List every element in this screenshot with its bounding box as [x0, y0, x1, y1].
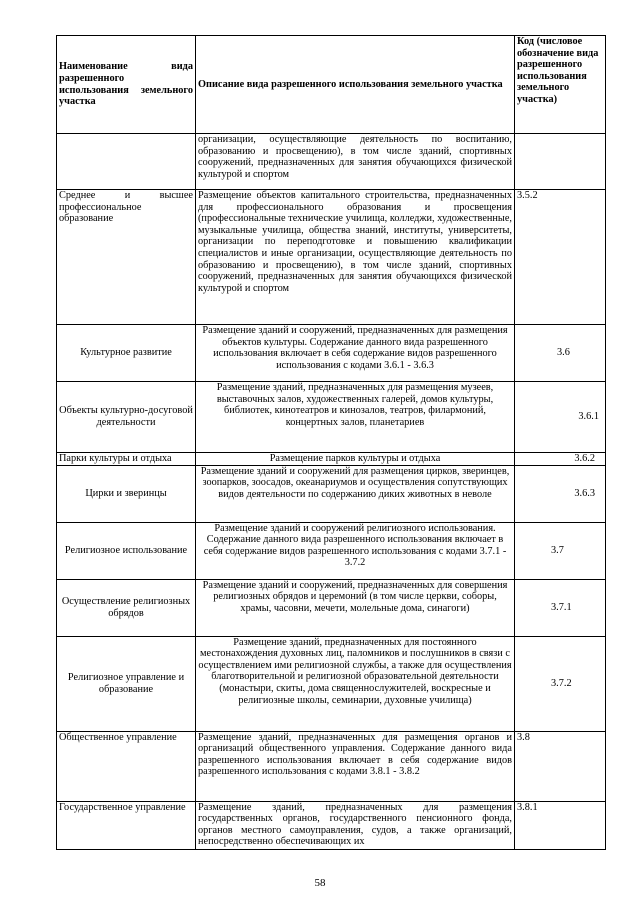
table-row — [57, 134, 606, 190]
table-row — [57, 325, 606, 382]
header-code: Код (числовое обозначение вида разрешенного использования земельного участка) — [515, 36, 606, 134]
row-code: 3.7.2 — [515, 636, 606, 731]
row-description: организации, осуществляющие деятельность по воспитанию, образованию и просвещению), в том числе зданий, спортивных сооружений, предназначенных для занятия обучающихся физической культурой и спортом — [196, 134, 515, 190]
row-code: 3.6.1 — [515, 382, 606, 453]
row-name: Цирки и зверинцы — [57, 465, 196, 522]
row-description: Размещение зданий и сооружений, предназначенных для совершения религиозных обрядов и церемоний (в том числе церкви, соборы, храмы, часовни, мечети, молельные дома, синагоги) — [196, 579, 515, 636]
row-code: 3.7 — [515, 522, 606, 579]
row-code: 3.8.1 — [515, 801, 606, 849]
table-row — [57, 731, 606, 801]
row-code: 3.7.1 — [515, 579, 606, 636]
table-row — [57, 579, 606, 636]
page-number: 58 — [314, 877, 326, 889]
header-name: Наименование вида разрешенного использования земельного участка — [57, 36, 196, 134]
table-row — [57, 190, 606, 325]
row-description: Размещение зданий, предназначенных для размещения государственных органов, государственного пенсионного фонда, органов местного самоуправления, судов, а также организаций, непосредственно обеспечивающих их — [196, 801, 515, 849]
row-name: Осуществление религиозных обрядов — [57, 579, 196, 636]
row-name: Религиозное использование — [57, 522, 196, 579]
row-code: 3.6 — [515, 325, 606, 382]
table-row — [57, 382, 606, 453]
table-header-row — [57, 36, 606, 134]
row-code: 3.6.3 — [515, 465, 606, 522]
row-code — [515, 134, 606, 190]
row-name: Объекты культурно-досуговой деятельности — [57, 382, 196, 453]
row-description: Размещение зданий, предназначенных для постоянного местонахождения духовных лиц, паломников и послушников в связи с осуществлением ими религиозной службы, а также для осуществления благотворительной и религиозной образовательной деятельности (монастыри, скиты, дома священнослужителей, воскресные и религиозные школы, семинарии, духовные училища) — [196, 636, 515, 731]
row-name: Общественное управление — [57, 731, 196, 801]
table-row — [57, 453, 606, 466]
row-description: Размещение объектов капитального строительства, предназначенных для профессионального образования и просвещения (профессиональные технические училища, колледжи, художественные, музыкальные училища, общества знаний, институты, университеты, организации по переподготовке и повышению квалификации специалистов и иные организации, осуществляющие деятельность по образованию и просвещению), в том числе зданий, спортивных сооружений, предназначенных для занятия обучающихся физической культурой и спортом — [196, 190, 515, 325]
row-name: Государственное управление — [57, 801, 196, 849]
table-row — [57, 522, 606, 579]
land-use-table — [56, 35, 606, 850]
table-row — [57, 465, 606, 522]
row-description: Размещение парков культуры и отдыха — [196, 453, 515, 466]
row-description: Размещение зданий и сооружений, предназначенных для размещения объектов культуры. Содержание данного вида разрешенного использования включает в себя содержание видов разрешенного использования с кодами 3.6.1 - 3.6.3 — [196, 325, 515, 382]
row-description: Размещение зданий, предназначенных для размещения органов и организаций общественного управления. Содержание данного вида разрешенного использования включает в себя содержание видов разрешенного использования с кодами 3.8.1 - 3.8.2 — [196, 731, 515, 801]
row-code: 3.6.2 — [515, 453, 606, 466]
header-description: Описание вида разрешенного использования земельного участка — [196, 36, 515, 134]
row-description: Размещение зданий, предназначенных для размещения музеев, выставочных залов, художественных галерей, домов культуры, библиотек, кинотеатров и кинозалов, театров, филармоний, концертных залов, планетариев — [196, 382, 515, 453]
row-code: 3.5.2 — [515, 190, 606, 325]
row-name: Культурное развитие — [57, 325, 196, 382]
table-row — [57, 801, 606, 849]
row-description: Размещение зданий и сооружений для размещения цирков, зверинцев, зоопарков, зоосадов, океанариумов и осуществления сопутствующих видов деятельности по содержанию диких животных в неволе — [196, 465, 515, 522]
row-name: Парки культуры и отдыха — [57, 453, 196, 466]
table-row — [57, 636, 606, 731]
row-description: Размещение зданий и сооружений религиозного использования. Содержание данного вида разрешенного использования включает в себя содержание видов разрешенного использования с кодами 3.7.1 - 3.7.2 — [196, 522, 515, 579]
row-name — [57, 134, 196, 190]
row-name: Религиозное управление и образование — [57, 636, 196, 731]
row-name: Среднее и высшее профессиональное образование — [57, 190, 196, 325]
row-code: 3.8 — [515, 731, 606, 801]
